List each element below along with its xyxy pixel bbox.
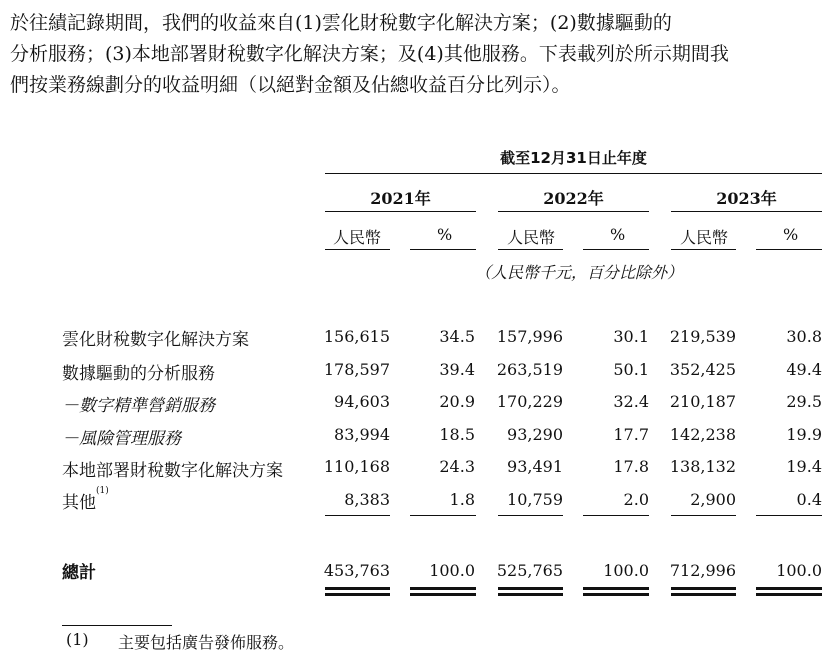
total-double-rule — [583, 587, 649, 596]
col-header-amount: 人民幣 — [333, 228, 382, 247]
col-header-percent: % — [610, 225, 626, 244]
cell-percent: 24.3 — [439, 457, 475, 476]
cell-amount: 8,383 — [344, 490, 390, 509]
paragraph-line: 們按業務線劃分的收益明細（以絕對金額及佔總收益百分比列示）。 — [10, 74, 571, 96]
col-header-amount: 人民幣 — [680, 228, 729, 247]
col-header-rule — [410, 249, 476, 250]
row-label-text: 其他 — [62, 493, 96, 513]
total-percent: 100.0 — [776, 561, 822, 580]
row-label-cloud-solutions: 雲化財稅數字化解決方案 — [62, 330, 249, 350]
cell-percent: 0.4 — [796, 490, 822, 509]
cell-percent: 1.8 — [449, 490, 475, 509]
col-header-percent: % — [783, 225, 799, 244]
year-rule — [498, 211, 649, 212]
period-heading: 截至12月31日止年度 — [500, 149, 647, 167]
cell-percent: 49.4 — [786, 360, 822, 379]
cell-percent: 32.4 — [613, 392, 649, 411]
cell-amount: 110,168 — [323, 457, 390, 476]
year-heading-2021: 2021年 — [370, 189, 431, 208]
cell-amount: 156,615 — [323, 327, 390, 346]
subtotal-rule — [756, 515, 822, 516]
cell-amount: 157,996 — [496, 327, 563, 346]
cell-amount: 219,539 — [669, 327, 736, 346]
row-label-data-analytics: 數據驅動的分析服務 — [62, 364, 215, 384]
col-header-rule — [756, 249, 822, 250]
paragraph-line: 於往績記錄期間，我們的收益來自(1)雲化財稅數字化解決方案；(2)數據驅動的 — [10, 12, 672, 34]
year-heading-2022: 2022年 — [543, 189, 604, 208]
cell-amount: 170,229 — [496, 392, 563, 411]
col-header-rule — [583, 249, 649, 250]
unit-note: （人民幣千元，百分比除外） — [475, 263, 684, 282]
cell-percent: 19.4 — [786, 457, 822, 476]
col-header-rule — [325, 249, 390, 250]
row-label-risk-management: －風險管理服務 — [62, 429, 181, 449]
cell-percent: 20.9 — [439, 392, 475, 411]
cell-percent: 2.0 — [623, 490, 649, 509]
total-amount: 453,763 — [323, 561, 390, 580]
total-double-rule — [410, 587, 476, 596]
cell-percent: 18.5 — [439, 425, 475, 444]
cell-percent: 17.8 — [613, 457, 649, 476]
footnote-divider — [62, 625, 172, 626]
subtotal-rule — [583, 515, 649, 516]
cell-percent: 30.1 — [613, 327, 649, 346]
footnote-ref: (1) — [96, 486, 109, 496]
cell-amount: 210,187 — [669, 392, 736, 411]
total-amount: 712,996 — [669, 561, 736, 580]
row-label-on-premise-solutions: 本地部署財稅數字化解決方案 — [62, 461, 283, 481]
year-heading-2023: 2023年 — [716, 189, 777, 208]
col-header-amount: 人民幣 — [507, 228, 556, 247]
total-percent: 100.0 — [429, 561, 475, 580]
col-header-rule — [671, 249, 736, 250]
total-double-rule — [671, 587, 736, 596]
total-double-rule — [325, 587, 390, 596]
intro-paragraph — [10, 8, 822, 101]
cell-amount: 138,132 — [669, 457, 736, 476]
row-label-precision-marketing: －數字精準營銷服務 — [62, 396, 215, 416]
total-double-rule — [498, 587, 563, 596]
total-amount: 525,765 — [496, 561, 563, 580]
subtotal-rule — [498, 515, 563, 516]
subtotal-rule — [410, 515, 476, 516]
subtotal-rule — [325, 515, 390, 516]
cell-percent: 34.5 — [439, 327, 475, 346]
year-rule — [671, 211, 822, 212]
subtotal-rule — [671, 515, 736, 516]
cell-amount: 2,900 — [690, 490, 736, 509]
period-heading-rule — [325, 173, 822, 174]
cell-percent: 17.7 — [613, 425, 649, 444]
cell-amount: 10,759 — [507, 490, 563, 509]
col-header-rule — [498, 249, 563, 250]
total-label: 總計 — [62, 563, 96, 583]
cell-amount: 83,994 — [334, 425, 390, 444]
footnote-marker: (1) — [66, 630, 89, 649]
total-percent: 100.0 — [603, 561, 649, 580]
cell-percent: 50.1 — [613, 360, 649, 379]
cell-amount: 352,425 — [669, 360, 736, 379]
cell-percent: 30.8 — [786, 327, 822, 346]
year-rule — [325, 211, 476, 212]
row-label-others — [62, 488, 109, 513]
cell-amount: 94,603 — [334, 392, 390, 411]
cell-percent: 39.4 — [439, 360, 475, 379]
cell-amount: 93,290 — [507, 425, 563, 444]
cell-percent: 29.5 — [786, 392, 822, 411]
footnote-text: 主要包括廣告發佈服務。 — [118, 633, 295, 652]
cell-amount: 178,597 — [323, 360, 390, 379]
paragraph-line: 分析服務；(3)本地部署財稅數字化解決方案；及(4)其他服務。下表載列於所示期間我 — [10, 43, 729, 65]
cell-amount: 93,491 — [507, 457, 563, 476]
cell-amount: 263,519 — [496, 360, 563, 379]
cell-amount: 142,238 — [669, 425, 736, 444]
col-header-percent: % — [437, 225, 453, 244]
total-double-rule — [756, 587, 822, 596]
cell-percent: 19.9 — [786, 425, 822, 444]
